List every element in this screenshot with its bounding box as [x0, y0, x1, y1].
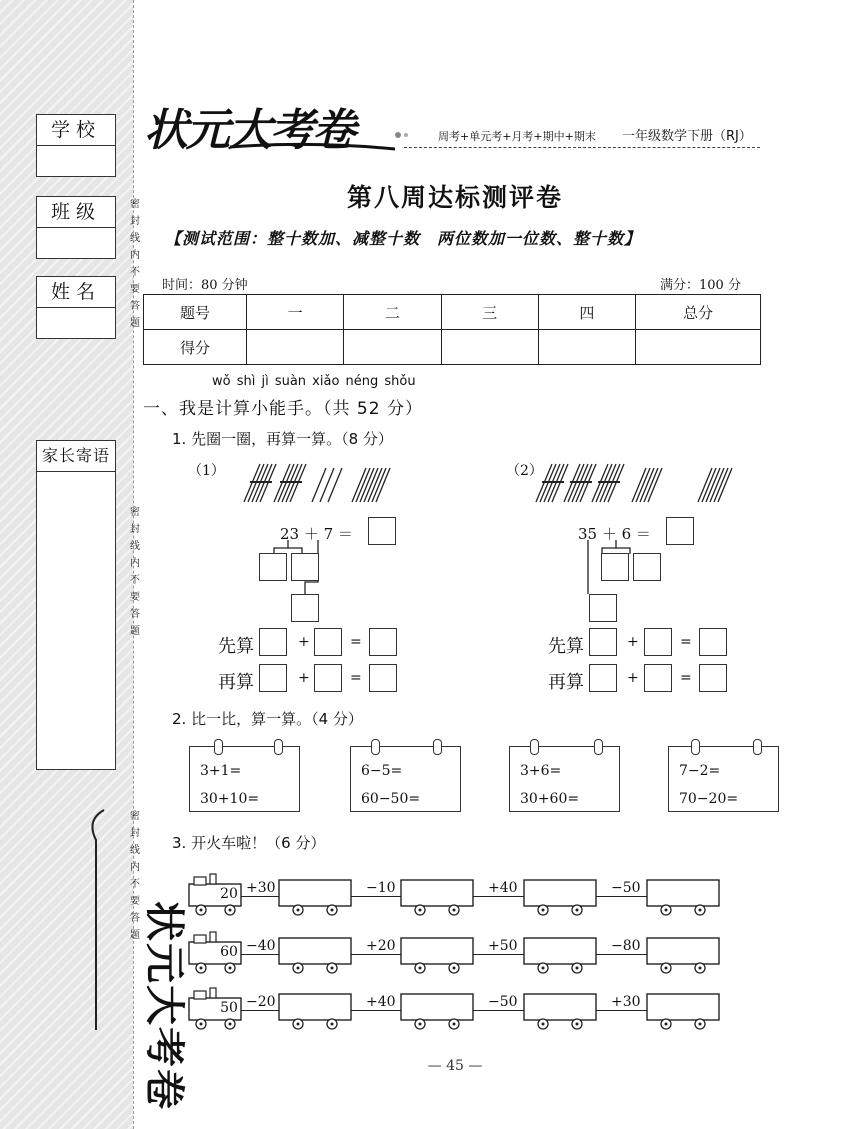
- q1-part1-expression: 23 ＋ 7 ＝: [280, 525, 353, 543]
- card-line-2: 60−50=: [361, 791, 421, 807]
- train-operation: −80: [611, 938, 641, 954]
- q1-part2-expression: 35 ＋ 6 ＝: [578, 525, 651, 543]
- calendar-card: [350, 746, 461, 812]
- class-label: 班级: [37, 197, 115, 228]
- q1-part1-then-label: 再算: [218, 672, 254, 693]
- q3-title: 3. 开火车啦！（6 分）: [172, 834, 326, 852]
- svg-text:状元大考卷: 状元大考卷: [144, 105, 354, 156]
- train-car-answer[interactable]: [646, 986, 720, 1032]
- header-divider: [404, 147, 760, 148]
- train-car-answer[interactable]: [646, 930, 720, 976]
- train-operation: +50: [488, 938, 518, 954]
- card-line-1: 3+6=: [520, 763, 562, 779]
- train-row: [0, 872, 800, 922]
- train-operation: +30: [246, 880, 276, 896]
- score-cell[interactable]: [344, 330, 441, 365]
- q1-part1-split-box-b[interactable]: [291, 553, 319, 581]
- q1-part2-split-box-a[interactable]: [601, 553, 629, 581]
- score-row-label: 得分: [144, 330, 247, 365]
- school-box: [36, 114, 116, 177]
- q1-part1-label: （1）: [188, 463, 225, 479]
- q1-part2-then-box-2[interactable]: [644, 664, 672, 692]
- ring-icon: [214, 739, 223, 755]
- q1-part1-first-box-2[interactable]: [314, 628, 342, 656]
- card-line-2: 70−20=: [679, 791, 739, 807]
- card-line-1: 6−5=: [361, 763, 403, 779]
- svg-text:状元大考卷: 状元大考卷: [141, 901, 187, 1111]
- name-field[interactable]: [37, 308, 115, 338]
- calendar-card: [509, 746, 620, 812]
- q2-title: 2. 比一比，算一算。（4 分）: [172, 710, 363, 728]
- header-series: 周考+单元考+月考+期中+期末: [438, 130, 596, 143]
- train-operation: −50: [611, 880, 641, 896]
- card-line-2: 30+60=: [520, 791, 580, 807]
- name-box: [36, 276, 116, 339]
- train-operation: −10: [366, 880, 396, 896]
- ring-icon: [433, 739, 442, 755]
- q1-part2-sum-box[interactable]: [589, 594, 617, 622]
- train-start-value: 50: [220, 1000, 238, 1016]
- name-label: 姓名: [37, 277, 115, 308]
- q1-part2-then-box-1[interactable]: [589, 664, 617, 692]
- train-car-answer[interactable]: [646, 872, 720, 918]
- ring-icon: [691, 739, 700, 755]
- train-operation: +40: [488, 880, 518, 896]
- card-line-1: 3+1=: [200, 763, 242, 779]
- page-number: — 45 —: [427, 1058, 483, 1074]
- equals-sign: =: [350, 634, 362, 650]
- card-line-2: 30+10=: [200, 791, 260, 807]
- time-limit: 时间：80 分钟: [162, 278, 248, 293]
- ring-icon: [274, 739, 283, 755]
- train-operation: −20: [246, 994, 276, 1010]
- score-table-row: [144, 330, 761, 365]
- school-label: 学校: [37, 115, 115, 146]
- score-cell[interactable]: [538, 330, 635, 365]
- score-cell[interactable]: [441, 330, 538, 365]
- equals-sign: =: [680, 634, 692, 650]
- train-car-answer[interactable]: [523, 986, 597, 1032]
- q1-part2-then-box-3[interactable]: [699, 664, 727, 692]
- train-operation: +40: [366, 994, 396, 1010]
- train-start-value: 60: [220, 944, 238, 960]
- school-field[interactable]: [37, 146, 115, 176]
- train-car-answer[interactable]: [400, 986, 474, 1032]
- ring-icon: [594, 739, 603, 755]
- q1-part1-first-label: 先算: [218, 636, 254, 657]
- score-cell[interactable]: [247, 330, 344, 365]
- q1-part1-then-box-1[interactable]: [259, 664, 287, 692]
- header-logo: [140, 95, 410, 155]
- q1-part2-label: （2）: [506, 463, 543, 479]
- score-header-cell: 总分: [636, 295, 761, 330]
- ring-icon: [753, 739, 762, 755]
- train-start-value: 20: [220, 886, 238, 902]
- class-field[interactable]: [37, 228, 115, 258]
- equals-sign: =: [680, 670, 692, 686]
- q1-part2-first-box-3[interactable]: [699, 628, 727, 656]
- q1-part2-then-label: 再算: [548, 672, 584, 693]
- ring-icon: [530, 739, 539, 755]
- train-car-answer[interactable]: [400, 930, 474, 976]
- score-header-cell: 二: [344, 295, 441, 330]
- q1-part1-then-box-2[interactable]: [314, 664, 342, 692]
- train-car-answer[interactable]: [278, 930, 352, 976]
- full-score: 满分：100 分: [660, 278, 741, 293]
- score-header-cell: 四: [538, 295, 635, 330]
- page-title: 第八周达标测评卷: [346, 183, 563, 212]
- train-row: [0, 930, 800, 980]
- score-table-header-row: [144, 295, 761, 330]
- seal-text-2: 密 封 线 内 不 要 答 题: [130, 507, 140, 637]
- q1-part1-then-box-3[interactable]: [369, 664, 397, 692]
- q1-part1-sum-box[interactable]: [291, 594, 319, 622]
- train-car-answer[interactable]: [523, 930, 597, 976]
- q1-part2-answer-box[interactable]: [666, 517, 694, 545]
- q1-title: 1. 先圈一圈，再算一算。（8 分）: [172, 430, 393, 448]
- plus-sign: +: [298, 670, 310, 686]
- q1-part2-first-label: 先算: [548, 636, 584, 657]
- score-header-cell: 题号: [144, 295, 247, 330]
- calendar-card: [668, 746, 779, 812]
- train-car-answer[interactable]: [278, 986, 352, 1032]
- train-operation: +30: [611, 994, 641, 1010]
- test-scope: 【测试范围：整十数加、减整十数 两位数加一位数、整十数】: [165, 229, 642, 248]
- q1-part1-split-box-a[interactable]: [259, 553, 287, 581]
- parent-box: [36, 440, 116, 770]
- section1-title: 一、我是计算小能手。（共 52 分）: [143, 399, 423, 419]
- train-car-answer[interactable]: [278, 872, 352, 918]
- sticks-illustration-2: [532, 458, 752, 508]
- train-row: [0, 986, 800, 1036]
- ring-icon: [371, 739, 380, 755]
- header-grade: 一年级数学下册（RJ）: [622, 129, 752, 144]
- train-operation: +20: [366, 938, 396, 954]
- train-car-answer[interactable]: [400, 872, 474, 918]
- score-header-cell: 三: [441, 295, 538, 330]
- parent-field[interactable]: [37, 472, 115, 768]
- plus-sign: +: [627, 670, 639, 686]
- q1-part2-first-box-2[interactable]: [644, 628, 672, 656]
- score-table: [143, 294, 761, 365]
- card-line-1: 7−2=: [679, 763, 721, 779]
- train-operation: −40: [246, 938, 276, 954]
- q1-part2-split-box-b[interactable]: [633, 553, 661, 581]
- calendar-card: [189, 746, 300, 812]
- score-header-cell: 一: [247, 295, 344, 330]
- plus-sign: +: [298, 634, 310, 650]
- sticks-illustration-1: [240, 458, 400, 508]
- train-car-answer[interactable]: [523, 872, 597, 918]
- seal-text-1: 密 封 线 内 不 要 答 题: [130, 199, 140, 329]
- q1-part2-first-box-1[interactable]: [589, 628, 617, 656]
- equals-sign: =: [350, 670, 362, 686]
- parent-label: 家长寄语: [37, 441, 115, 472]
- train-operation: −50: [488, 994, 518, 1010]
- q1-part1-first-box-1[interactable]: [259, 628, 287, 656]
- q1-part1-answer-box[interactable]: [368, 517, 396, 545]
- section1-pinyin: wǒ shì jì suàn xiǎo néng shǒu: [212, 374, 416, 389]
- q1-part1-first-box-3[interactable]: [369, 628, 397, 656]
- score-cell[interactable]: [636, 330, 761, 365]
- plus-sign: +: [627, 634, 639, 650]
- seal-text-3: 密 封 线 内 不 要 答 题: [130, 811, 140, 941]
